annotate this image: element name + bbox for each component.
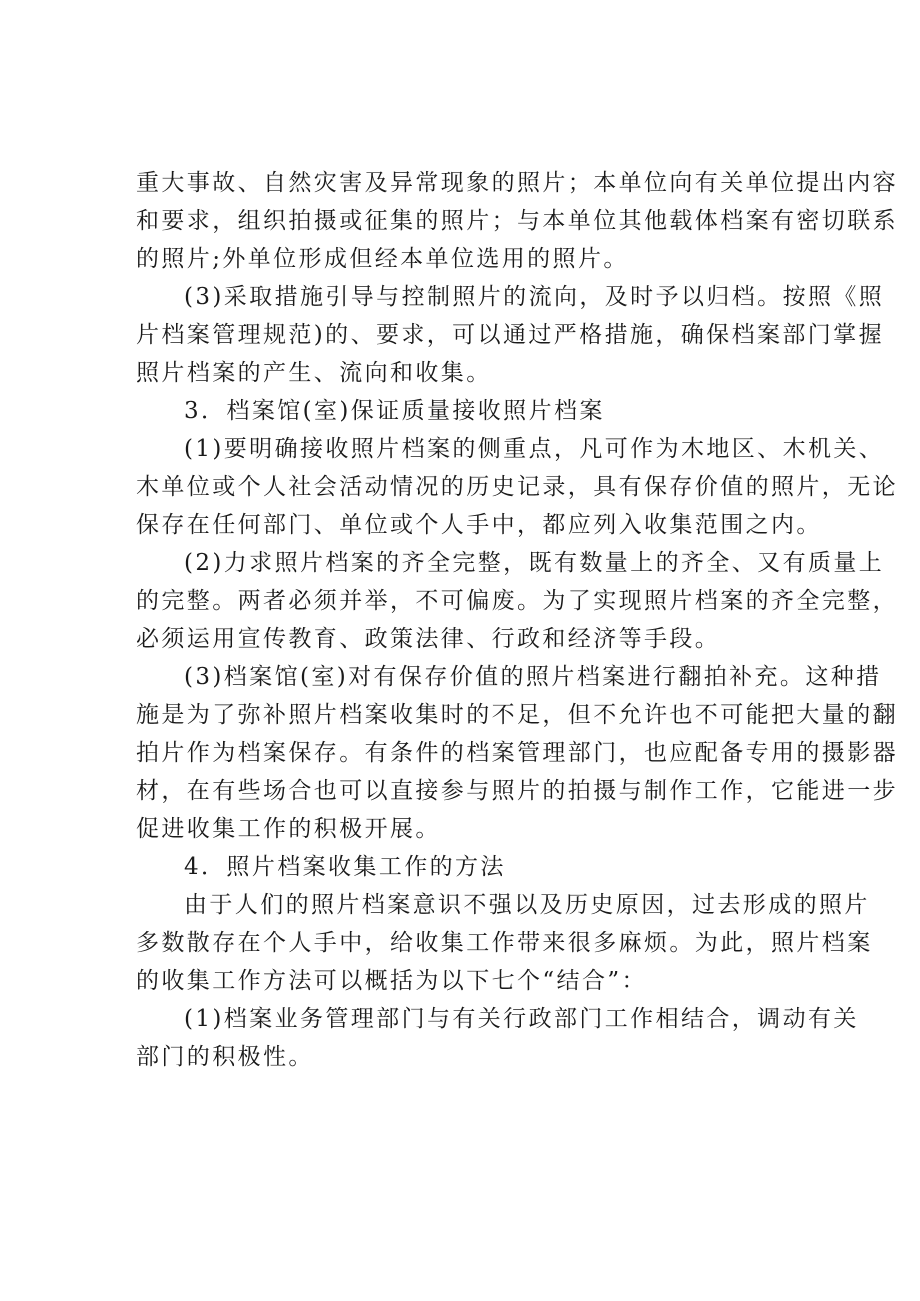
text-line: 必须运用宣传教育、政策法律、行政和经济等手段。: [136, 626, 721, 652]
text-line: 照片档案的产生、流向和收集。: [136, 360, 492, 386]
text-line: 重大事故、自然灾害及异常现象的照片；本单位向有关单位提出内容: [136, 170, 898, 196]
text-line: 部门的积极性。: [136, 1044, 314, 1070]
text-line: 由于人们的照片档案意识不强以及历史原因，过去形成的照片: [184, 892, 870, 918]
text-line: 的收集工作方法可以概括为以下七个“结合”：: [136, 968, 647, 994]
text-line: (1)档案业务管理部门与有关行政部门工作相结合，调动有关: [184, 1006, 859, 1032]
text-line: 促进收集工作的积极开展。: [136, 816, 441, 842]
text-line: (2)力求照片档案的齐全完整，既有数量上的齐全、又有质量上: [184, 550, 885, 576]
text-line: 的完整。两者必须并举，不可偏废。为了实现照片档案的齐全完整，: [136, 588, 898, 614]
text-line: 木单位或个人社会活动情况的历史记录，具有保存价值的照片，无论: [136, 474, 898, 500]
text-line: 片档案管理规范)的、要求，可以通过严格措施，确保档案部门掌握: [136, 322, 884, 348]
text-line: (3)档案馆(室)对有保存价值的照片档案进行翻拍补充。这种措: [184, 664, 882, 690]
section-heading: 4．照片档案收集工作的方法: [184, 854, 506, 880]
text-line: 施是为了弥补照片档案收集时的不足，但不允许也不可能把大量的翻: [136, 702, 898, 728]
text-line: 拍片作为档案保存。有条件的档案管理部门，也应配备专用的摄影器: [136, 740, 898, 766]
text-line: (1)要明确接收照片档案的侧重点，凡可作为木地区、木机关、: [184, 436, 885, 462]
text-line: (3)采取措施引导与控制照片的流向，及时予以归档。按照《照: [184, 284, 885, 310]
text-line: 的照片;外单位形成但经本单位选用的照片。: [136, 246, 629, 272]
section-heading: 3．档案馆(室)保证质量接收照片档案: [184, 398, 605, 424]
text-line: 和要求，组织拍摄或征集的照片；与本单位其他载体档案有密切联系: [136, 208, 898, 234]
text-line: 保存在任何部门、单位或个人手中，都应列入收集范围之内。: [136, 512, 822, 538]
text-line: 材，在有些场合也可以直接参与照片的拍摄与制作工作，它能进一步: [136, 778, 898, 804]
text-line: 多数散存在个人手中，给收集工作带来很多麻烦。为此，照片档案: [136, 930, 873, 956]
